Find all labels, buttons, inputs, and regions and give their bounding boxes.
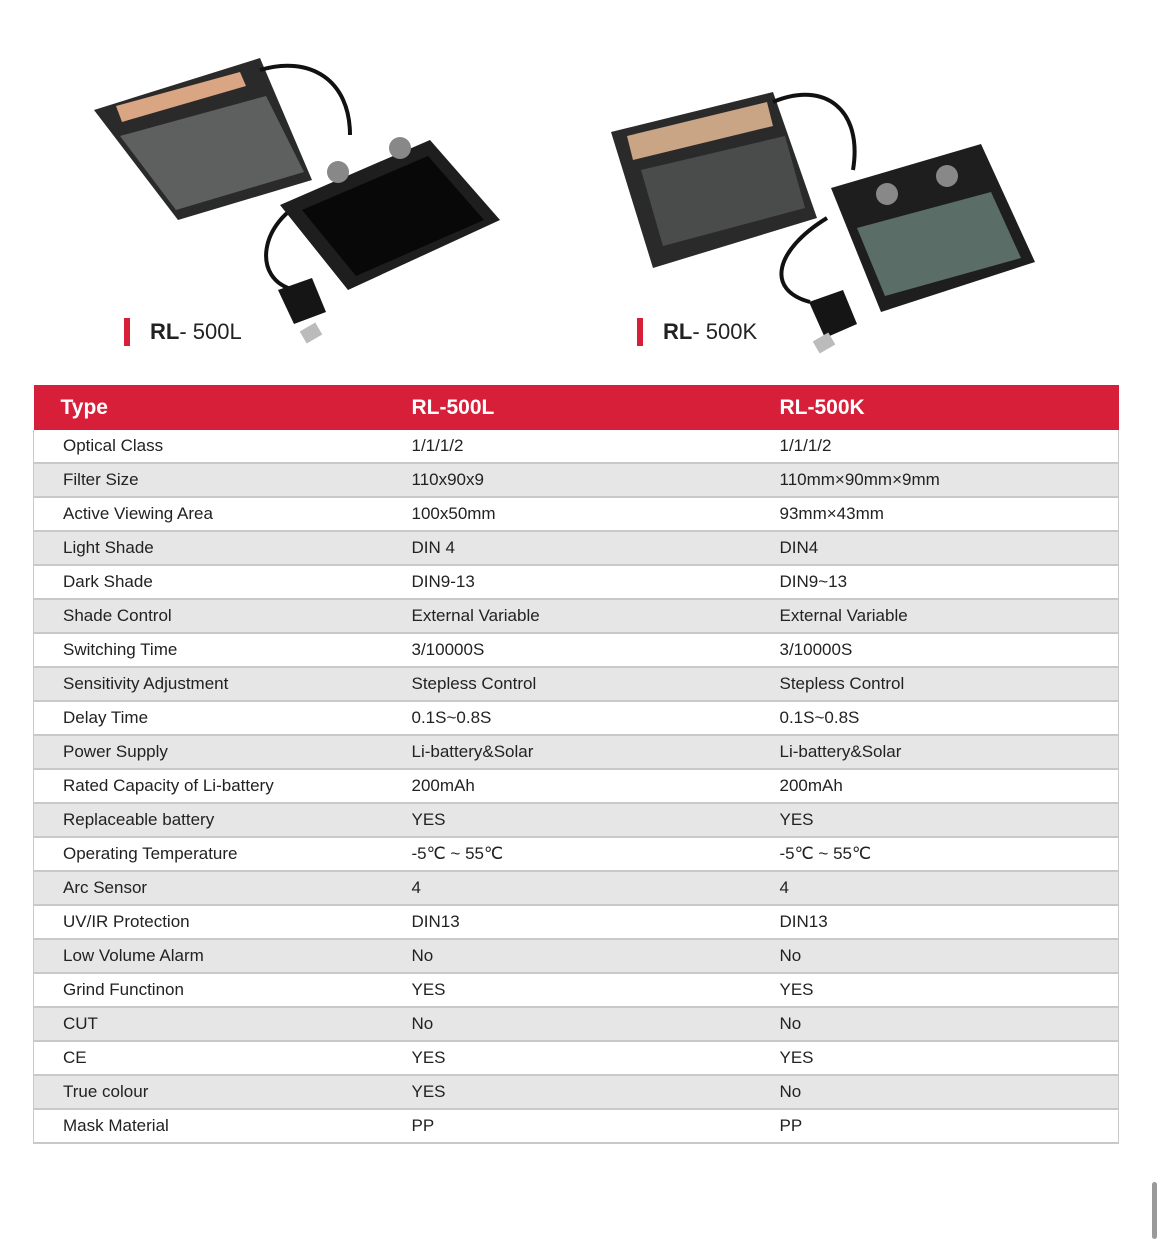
spec-value-rl-500l: YES (412, 1075, 780, 1109)
product-rl-500l (80, 40, 540, 360)
spec-name: UV/IR Protection (34, 905, 412, 939)
table-row (34, 1041, 1119, 1075)
spec-value-rl-500l: Stepless Control (412, 667, 780, 701)
spec-value-rl-500k: Li-battery&Solar (780, 735, 1119, 769)
spec-value-rl-500l: 4 (412, 871, 780, 905)
spec-value-rl-500l: 200mAh (412, 769, 780, 803)
spec-name: Active Viewing Area (34, 497, 412, 531)
spec-value-rl-500k: -5℃ ~ 55℃ (780, 837, 1119, 871)
spec-value-rl-500k: PP (780, 1109, 1119, 1143)
label-accent-bar (637, 318, 643, 346)
spec-name: Replaceable battery (34, 803, 412, 837)
product-model: - 500K (692, 319, 758, 344)
product-label (124, 318, 242, 346)
spec-name: Arc Sensor (34, 871, 412, 905)
spec-value-rl-500k: No (780, 1007, 1119, 1041)
table-row (34, 939, 1119, 973)
spec-value-rl-500l: YES (412, 1041, 780, 1075)
table-row (34, 430, 1119, 463)
spec-name: Rated Capacity of Li-battery (34, 769, 412, 803)
label-accent-bar (124, 318, 130, 346)
product-model: - 500L (179, 319, 242, 344)
spec-name: CE (34, 1041, 412, 1075)
spec-name: Switching Time (34, 633, 412, 667)
spec-value-rl-500k: YES (780, 803, 1119, 837)
table-row (34, 1007, 1119, 1041)
spec-value-rl-500k: 93mm×43mm (780, 497, 1119, 531)
spec-value-rl-500l: 1/1/1/2 (412, 430, 780, 463)
spec-value-rl-500l: DIN 4 (412, 531, 780, 565)
table-row (34, 633, 1119, 667)
spec-name: True colour (34, 1075, 412, 1109)
product-brand: RL (150, 319, 180, 344)
spec-table (33, 385, 1119, 1144)
spec-value-rl-500l: 110x90x9 (412, 463, 780, 497)
spec-value-rl-500k: No (780, 1075, 1119, 1109)
table-row (34, 973, 1119, 1007)
spec-name: CUT (34, 1007, 412, 1041)
spec-name: Low Volume Alarm (34, 939, 412, 973)
spec-value-rl-500k: DIN13 (780, 905, 1119, 939)
spec-value-rl-500l: -5℃ ~ 55℃ (412, 837, 780, 871)
table-row (34, 667, 1119, 701)
spec-value-rl-500k: YES (780, 973, 1119, 1007)
spec-name: Power Supply (34, 735, 412, 769)
spec-name: Sensitivity Adjustment (34, 667, 412, 701)
table-row (34, 905, 1119, 939)
spec-value-rl-500k: 0.1S~0.8S (780, 701, 1119, 735)
spec-value-rl-500l: 0.1S~0.8S (412, 701, 780, 735)
spec-value-rl-500k: 1/1/1/2 (780, 430, 1119, 463)
table-row (34, 1075, 1119, 1109)
table-header-row (34, 385, 1119, 430)
spec-value-rl-500k: 200mAh (780, 769, 1119, 803)
spec-value-rl-500l: YES (412, 803, 780, 837)
spec-value-rl-500l: External Variable (412, 599, 780, 633)
table-row (34, 1109, 1119, 1143)
table-row (34, 565, 1119, 599)
spec-value-rl-500k: 4 (780, 871, 1119, 905)
auto-darkening-filter-500k-image (595, 40, 1055, 360)
product-brand: RL (663, 319, 693, 344)
spec-value-rl-500l: PP (412, 1109, 780, 1143)
spec-value-rl-500l: DIN9-13 (412, 565, 780, 599)
spec-value-rl-500k: No (780, 939, 1119, 973)
spec-value-rl-500l: No (412, 1007, 780, 1041)
spec-name: Mask Material (34, 1109, 412, 1143)
spec-value-rl-500k: DIN4 (780, 531, 1119, 565)
table-row (34, 871, 1119, 905)
product-label (637, 318, 757, 346)
spec-name: Light Shade (34, 531, 412, 565)
spec-value-rl-500l: DIN13 (412, 905, 780, 939)
table-row (34, 735, 1119, 769)
spec-value-rl-500k: External Variable (780, 599, 1119, 633)
table-row (34, 531, 1119, 565)
spec-name: Optical Class (34, 430, 412, 463)
spec-value-rl-500l: No (412, 939, 780, 973)
spec-value-rl-500l: Li-battery&Solar (412, 735, 780, 769)
spec-name: Operating Temperature (34, 837, 412, 871)
header-rl-500l: RL-500L (412, 385, 780, 430)
spec-name: Grind Functinon (34, 973, 412, 1007)
table-row (34, 463, 1119, 497)
spec-value-rl-500l: YES (412, 973, 780, 1007)
spec-value-rl-500k: Stepless Control (780, 667, 1119, 701)
spec-name: Dark Shade (34, 565, 412, 599)
auto-darkening-filter-500l-image (80, 40, 540, 360)
table-row (34, 837, 1119, 871)
table-row (34, 769, 1119, 803)
spec-table-body (34, 430, 1119, 1143)
table-row (34, 701, 1119, 735)
spec-value-rl-500k: 110mm×90mm×9mm (780, 463, 1119, 497)
table-row (34, 599, 1119, 633)
spec-value-rl-500l: 3/10000S (412, 633, 780, 667)
spec-value-rl-500k: DIN9~13 (780, 565, 1119, 599)
spec-value-rl-500k: YES (780, 1041, 1119, 1075)
header-rl-500k: RL-500K (780, 385, 1119, 430)
header-type: Type (34, 385, 412, 430)
spec-name: Shade Control (34, 599, 412, 633)
table-row (34, 803, 1119, 837)
table-row (34, 497, 1119, 531)
spec-name: Delay Time (34, 701, 412, 735)
product-rl-500k (595, 40, 1055, 360)
spec-value-rl-500k: 3/10000S (780, 633, 1119, 667)
scrollbar-thumb[interactable] (1152, 1182, 1157, 1239)
spec-value-rl-500l: 100x50mm (412, 497, 780, 531)
spec-name: Filter Size (34, 463, 412, 497)
